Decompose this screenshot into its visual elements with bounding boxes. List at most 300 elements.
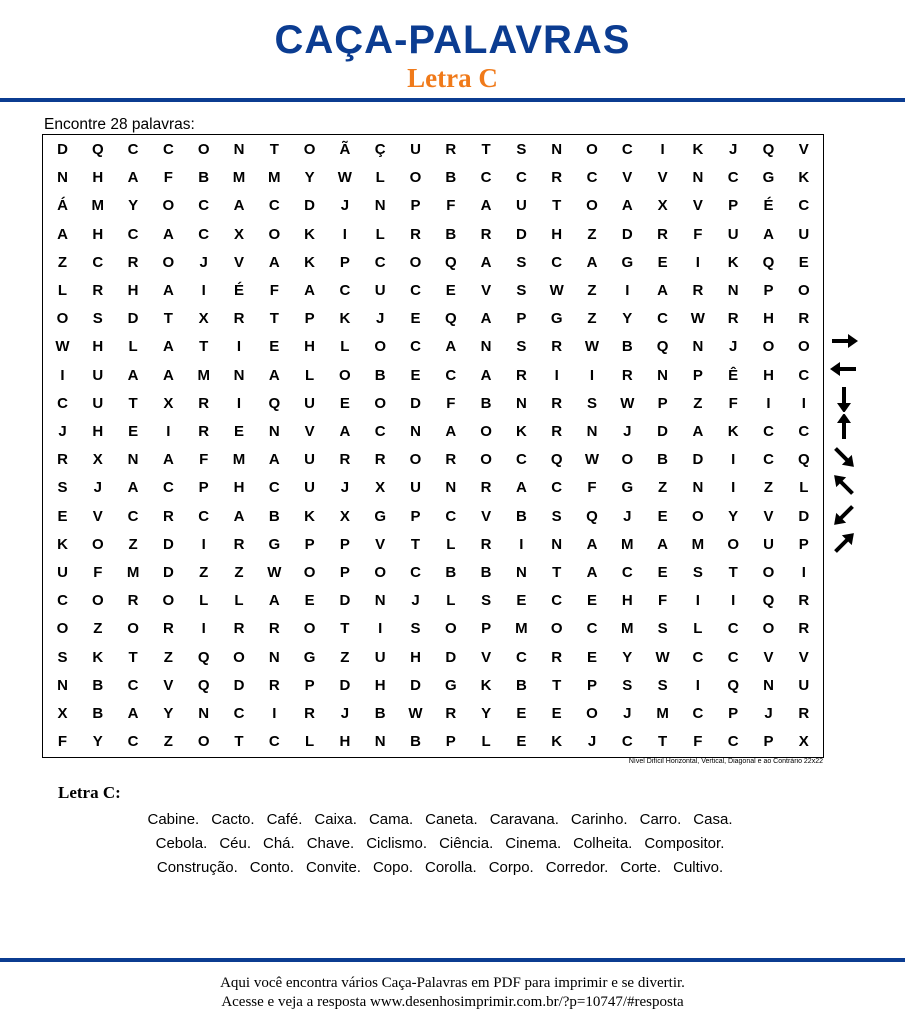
grid-letter[interactable]: E (586, 648, 597, 666)
grid-letter[interactable]: C (551, 592, 563, 610)
grid-letter[interactable]: Q (197, 648, 210, 666)
grid-letter[interactable]: A (586, 253, 598, 271)
grid-letter[interactable]: Q (762, 592, 775, 610)
grid-letter[interactable]: Y (163, 705, 174, 722)
grid-letter[interactable]: L (375, 225, 385, 243)
grid-letter[interactable]: N (374, 197, 386, 215)
grid-letter[interactable]: R (551, 394, 563, 412)
grid-letter[interactable]: S (551, 507, 562, 525)
grid-letter[interactable]: G (621, 253, 634, 271)
grid-letter[interactable]: J (729, 338, 738, 356)
grid-letter[interactable]: C (127, 507, 139, 525)
grid-letter[interactable]: A (162, 451, 174, 469)
grid-letter[interactable]: P (410, 507, 421, 525)
grid-letter[interactable]: I (731, 479, 736, 497)
grid-letter[interactable]: C (162, 141, 174, 158)
grid-letter[interactable]: V (798, 648, 809, 666)
grid-letter[interactable]: K (727, 253, 739, 271)
grid-letter[interactable]: R (268, 676, 280, 694)
grid-letter[interactable]: V (763, 507, 774, 525)
grid-letter[interactable]: D (127, 310, 139, 328)
grid-letter[interactable]: O (374, 394, 387, 412)
grid-letter[interactable]: W (584, 451, 600, 469)
grid-letter[interactable]: X (198, 310, 209, 328)
grid-letter[interactable]: F (728, 394, 738, 412)
grid-letter[interactable]: N (763, 676, 774, 694)
grid-letter[interactable]: U (57, 564, 68, 581)
grid-letter[interactable]: B (374, 366, 386, 384)
grid-letter[interactable]: R (798, 620, 810, 638)
grid-letter[interactable]: L (446, 535, 456, 553)
grid-letter[interactable]: R (445, 451, 457, 469)
grid-letter[interactable]: O (162, 592, 175, 610)
grid-letter[interactable]: A (763, 225, 774, 243)
grid-letter[interactable]: T (552, 676, 562, 694)
grid-letter[interactable]: H (92, 225, 104, 243)
grid-letter[interactable]: R (92, 282, 104, 299)
grid-letter[interactable]: R (798, 310, 810, 328)
grid-letter[interactable]: C (551, 253, 563, 271)
grid-letter[interactable]: O (197, 141, 210, 158)
grid-letter[interactable]: C (410, 564, 421, 581)
grid-letter[interactable]: B (621, 338, 633, 356)
grid-letter[interactable]: C (445, 507, 457, 525)
grid-letter[interactable]: E (516, 705, 527, 722)
grid-letter[interactable]: P (657, 394, 668, 412)
grid-letter[interactable]: G (303, 648, 316, 666)
grid-letter[interactable]: K (515, 423, 527, 440)
grid-letter[interactable]: O (480, 451, 492, 469)
grid-letter[interactable]: I (166, 423, 171, 440)
grid-letter[interactable]: X (163, 394, 174, 412)
grid-letter[interactable]: R (798, 592, 810, 610)
grid-letter[interactable]: C (374, 423, 386, 440)
grid-letter[interactable]: A (621, 197, 633, 215)
grid-letter[interactable]: S (57, 479, 68, 497)
grid-letter[interactable]: T (128, 394, 138, 412)
grid-letter[interactable]: A (339, 423, 351, 440)
grid-letter[interactable]: J (623, 705, 632, 722)
grid-letter[interactable]: Z (128, 535, 138, 553)
grid-letter[interactable]: J (58, 423, 67, 440)
grid-letter[interactable]: I (731, 592, 736, 610)
grid-letter[interactable]: A (162, 366, 174, 384)
grid-letter[interactable]: N (268, 648, 280, 666)
grid-letter[interactable]: L (305, 733, 315, 751)
grid-letter[interactable]: P (339, 564, 350, 581)
grid-letter[interactable]: P (304, 310, 315, 328)
grid-letter[interactable]: U (515, 197, 527, 215)
grid-letter[interactable]: R (480, 535, 492, 553)
grid-letter[interactable]: X (92, 451, 103, 469)
grid-letter[interactable]: I (201, 620, 206, 638)
grid-letter[interactable]: A (268, 253, 280, 271)
grid-letter[interactable]: C (657, 310, 669, 328)
grid-letter[interactable]: C (198, 197, 210, 215)
grid-letter[interactable]: O (762, 564, 775, 581)
grid-letter[interactable]: B (92, 676, 104, 694)
grid-letter[interactable]: U (763, 535, 774, 553)
grid-letter[interactable]: E (57, 507, 68, 525)
grid-letter[interactable]: T (410, 535, 421, 553)
grid-letter[interactable]: V (304, 423, 315, 440)
grid-letter[interactable]: S (692, 564, 703, 581)
grid-letter[interactable]: U (410, 141, 421, 158)
grid-letter[interactable]: E (410, 310, 421, 328)
grid-letter[interactable]: F (587, 479, 597, 497)
grid-letter[interactable]: C (268, 733, 280, 751)
grid-letter[interactable]: Ê (728, 366, 739, 384)
grid-letter[interactable]: N (515, 394, 527, 412)
grid-letter[interactable]: R (480, 479, 492, 497)
grid-letter[interactable]: H (410, 648, 421, 666)
grid-letter[interactable]: O (762, 338, 775, 356)
grid-letter[interactable]: C (727, 169, 739, 187)
grid-letter[interactable]: C (621, 141, 633, 158)
grid-letter[interactable]: C (127, 733, 139, 751)
grid-letter[interactable]: W (620, 394, 635, 412)
grid-letter[interactable]: L (446, 592, 456, 610)
grid-letter[interactable]: D (515, 225, 527, 243)
grid-letter[interactable]: C (515, 451, 527, 469)
grid-letter[interactable]: P (763, 733, 774, 751)
grid-letter[interactable]: C (798, 197, 810, 215)
grid-letter[interactable]: E (339, 394, 350, 412)
grid-letter[interactable]: H (127, 282, 139, 299)
grid-letter[interactable]: Q (762, 141, 775, 158)
grid-letter[interactable]: C (198, 507, 210, 525)
grid-letter[interactable]: R (233, 620, 245, 638)
grid-letter[interactable]: N (586, 423, 598, 440)
grid-letter[interactable]: A (586, 535, 598, 553)
grid-letter[interactable]: O (409, 169, 422, 187)
grid-letter[interactable]: D (233, 676, 245, 694)
grid-letter[interactable]: R (127, 592, 139, 610)
grid-letter[interactable]: D (410, 676, 421, 694)
grid-letter[interactable]: R (198, 423, 210, 440)
grid-letter[interactable]: B (198, 169, 210, 187)
grid-letter[interactable]: N (57, 676, 68, 694)
grid-letter[interactable]: B (480, 394, 492, 412)
grid-letter[interactable]: O (162, 253, 175, 271)
grid-letter[interactable]: Ç (374, 141, 386, 158)
grid-letter[interactable]: I (236, 394, 242, 412)
grid-letter[interactable]: P (339, 253, 350, 271)
grid-letter[interactable]: H (374, 676, 386, 694)
grid-letter[interactable]: H (92, 423, 104, 440)
grid-letter[interactable]: M (268, 169, 281, 187)
grid-letter[interactable]: D (162, 535, 174, 553)
grid-letter[interactable]: Y (622, 310, 633, 328)
grid-letter[interactable]: Y (304, 169, 315, 187)
grid-letter[interactable]: S (657, 676, 668, 694)
grid-letter[interactable]: T (340, 620, 350, 638)
grid-letter[interactable]: Y (728, 507, 739, 525)
grid-letter[interactable]: R (727, 310, 739, 328)
grid-letter[interactable]: E (516, 733, 527, 751)
grid-letter[interactable]: K (92, 648, 104, 666)
grid-letter[interactable]: R (551, 338, 563, 356)
grid-letter[interactable]: F (446, 197, 456, 215)
grid-letter[interactable]: Y (128, 197, 139, 215)
grid-letter[interactable]: G (762, 169, 775, 187)
grid-letter[interactable]: R (268, 620, 280, 638)
grid-letter[interactable]: Q (550, 451, 563, 469)
grid-letter[interactable]: A (480, 197, 492, 215)
grid-letter[interactable]: R (551, 169, 563, 187)
grid-letter[interactable]: O (727, 535, 740, 553)
grid-letter[interactable]: H (551, 225, 563, 243)
grid-letter[interactable]: Q (586, 507, 598, 525)
grid-letter[interactable]: N (233, 366, 245, 384)
grid-letter[interactable]: N (127, 451, 139, 469)
grid-letter[interactable]: C (798, 366, 810, 384)
grid-letter[interactable]: V (763, 648, 774, 666)
grid-letter[interactable]: A (162, 282, 174, 299)
grid-letter[interactable]: V (92, 507, 103, 525)
grid-letter[interactable]: C (57, 592, 68, 610)
grid-letter[interactable]: R (621, 366, 633, 384)
grid-letter[interactable]: B (92, 705, 104, 722)
grid-letter[interactable]: J (729, 141, 738, 158)
grid-letter[interactable]: T (269, 310, 279, 328)
grid-letter[interactable]: A (127, 479, 139, 497)
grid-letter[interactable]: D (304, 197, 316, 215)
grid-letter[interactable]: J (93, 479, 102, 497)
grid-letter[interactable]: Q (91, 141, 104, 158)
grid-letter[interactable]: V (692, 197, 703, 215)
grid-letter[interactable]: S (516, 282, 527, 299)
grid-letter[interactable]: O (621, 451, 634, 469)
grid-letter[interactable]: Y (622, 648, 633, 666)
grid-letter[interactable]: O (586, 705, 598, 722)
grid-letter[interactable]: L (128, 338, 138, 356)
grid-letter[interactable]: F (658, 592, 668, 610)
grid-letter[interactable]: E (586, 592, 597, 610)
grid-letter[interactable]: V (481, 282, 492, 299)
grid-letter[interactable]: I (201, 282, 206, 299)
grid-letter[interactable]: K (304, 225, 316, 243)
grid-letter[interactable]: H (92, 169, 104, 187)
grid-letter[interactable]: N (374, 733, 386, 751)
grid-letter[interactable]: W (655, 648, 670, 666)
grid-letter[interactable]: B (445, 169, 457, 187)
grid-letter[interactable]: I (589, 366, 595, 384)
grid-letter[interactable]: P (445, 733, 456, 751)
grid-letter[interactable]: D (339, 676, 351, 694)
grid-letter[interactable]: I (554, 366, 559, 384)
grid-letter[interactable]: J (764, 705, 773, 722)
grid-letter[interactable]: H (92, 338, 104, 356)
grid-letter[interactable]: Q (268, 394, 281, 412)
grid-letter[interactable]: I (519, 535, 524, 553)
grid-letter[interactable]: G (621, 479, 634, 497)
grid-letter[interactable]: R (57, 451, 68, 469)
grid-letter[interactable]: B (374, 705, 386, 722)
grid-letter[interactable]: E (410, 366, 421, 384)
grid-letter[interactable]: D (798, 507, 810, 525)
grid-letter[interactable]: C (727, 648, 739, 666)
grid-letter[interactable]: Z (340, 648, 350, 666)
grid-letter[interactable]: E (233, 423, 244, 440)
grid-letter[interactable]: O (797, 282, 810, 299)
grid-letter[interactable]: É (763, 197, 774, 215)
grid-letter[interactable]: L (693, 620, 703, 638)
grid-letter[interactable]: R (692, 282, 704, 299)
grid-letter[interactable]: K (727, 423, 739, 440)
grid-letter[interactable]: N (57, 169, 68, 187)
grid-letter[interactable]: C (798, 423, 810, 440)
grid-letter[interactable]: N (692, 169, 704, 187)
grid-letter[interactable]: Z (587, 282, 597, 299)
grid-letter[interactable]: T (481, 141, 491, 158)
grid-letter[interactable]: Z (587, 225, 597, 243)
grid-letter[interactable]: L (57, 282, 68, 299)
grid-letter[interactable]: B (657, 451, 669, 469)
grid-letter[interactable]: T (234, 733, 244, 751)
grid-letter[interactable]: E (516, 592, 527, 610)
grid-letter[interactable]: G (268, 535, 281, 553)
grid-letter[interactable]: J (623, 423, 632, 440)
grid-letter[interactable]: G (444, 676, 457, 694)
grid-letter[interactable]: C (621, 564, 633, 581)
grid-letter[interactable]: A (515, 479, 527, 497)
grid-letter[interactable]: R (162, 620, 174, 638)
grid-letter[interactable]: W (549, 282, 564, 299)
grid-letter[interactable]: A (127, 705, 139, 722)
grid-letter[interactable]: P (516, 310, 527, 328)
grid-letter[interactable]: Z (658, 479, 668, 497)
grid-letter[interactable]: L (340, 338, 350, 356)
grid-letter[interactable]: O (444, 620, 457, 638)
grid-letter[interactable]: R (127, 253, 139, 271)
grid-letter[interactable]: V (163, 676, 174, 694)
grid-letter[interactable]: B (410, 733, 421, 751)
grid-letter[interactable]: M (621, 535, 634, 553)
grid-letter[interactable]: L (481, 733, 491, 751)
grid-letter[interactable]: D (621, 225, 633, 243)
grid-letter[interactable]: K (551, 733, 563, 751)
grid-letter[interactable]: P (728, 705, 739, 722)
grid-letter[interactable]: D (692, 451, 704, 469)
grid-letter[interactable]: A (162, 338, 174, 356)
grid-letter[interactable]: D (410, 394, 421, 412)
grid-letter[interactable]: Z (763, 479, 774, 497)
grid-letter[interactable]: Q (762, 253, 775, 271)
grid-letter[interactable]: D (657, 423, 669, 440)
grid-letter[interactable]: O (586, 141, 598, 158)
grid-letter[interactable]: E (445, 282, 456, 299)
grid-letter[interactable]: E (304, 592, 315, 610)
grid-letter[interactable]: S (481, 592, 492, 610)
grid-letter[interactable]: N (515, 564, 527, 581)
grid-letter[interactable]: J (587, 733, 597, 751)
grid-letter[interactable]: E (657, 253, 668, 271)
grid-letter[interactable]: C (621, 733, 633, 751)
grid-letter[interactable]: A (268, 592, 280, 610)
grid-letter[interactable]: A (233, 197, 245, 215)
grid-letter[interactable]: M (126, 564, 140, 581)
grid-letter[interactable]: I (801, 564, 806, 581)
grid-letter[interactable]: U (374, 648, 386, 666)
grid-letter[interactable]: X (798, 733, 809, 751)
grid-letter[interactable]: C (727, 733, 739, 751)
grid-letter[interactable]: F (269, 282, 279, 299)
grid-letter[interactable]: F (199, 451, 209, 469)
grid-letter[interactable]: W (690, 310, 705, 328)
grid-letter[interactable]: E (128, 423, 139, 440)
grid-letter[interactable]: O (374, 564, 387, 581)
grid-letter[interactable]: Y (481, 705, 492, 722)
grid-letter[interactable]: X (657, 197, 668, 215)
grid-letter[interactable]: Q (656, 338, 669, 356)
grid-letter[interactable]: K (798, 169, 810, 187)
grid-letter[interactable]: O (586, 197, 598, 215)
grid-letter[interactable]: V (375, 535, 386, 553)
grid-letter[interactable]: L (799, 479, 809, 497)
grid-letter[interactable]: T (163, 310, 173, 328)
grid-letter[interactable]: R (657, 225, 669, 243)
grid-letter[interactable]: E (657, 564, 668, 581)
grid-letter[interactable]: S (57, 648, 68, 666)
grid-letter[interactable]: T (128, 648, 138, 666)
grid-letter[interactable]: O (480, 423, 492, 440)
grid-letter[interactable]: O (797, 338, 810, 356)
grid-letter[interactable]: W (584, 338, 600, 356)
grid-letter[interactable]: N (445, 479, 457, 497)
grid-letter[interactable]: A (480, 366, 492, 384)
grid-letter[interactable]: R (551, 648, 563, 666)
grid-letter[interactable]: N (480, 338, 492, 356)
grid-letter[interactable]: Z (163, 733, 173, 751)
grid-letter[interactable]: N (692, 338, 704, 356)
grid-letter[interactable]: I (378, 620, 383, 638)
grid-letter[interactable]: S (92, 310, 103, 328)
grid-letter[interactable]: Q (444, 253, 457, 271)
grid-letter[interactable]: S (516, 338, 527, 356)
grid-letter[interactable]: W (337, 169, 352, 187)
grid-letter[interactable]: R (480, 225, 492, 243)
grid-letter[interactable]: O (303, 141, 316, 158)
grid-letter[interactable]: K (692, 141, 704, 158)
grid-letter[interactable]: A (445, 423, 457, 440)
grid-letter[interactable]: T (658, 733, 668, 751)
grid-letter[interactable]: V (798, 141, 809, 158)
grid-letter[interactable]: D (162, 564, 174, 581)
grid-letter[interactable]: U (798, 225, 810, 243)
grid-letter[interactable]: C (374, 253, 386, 271)
grid-letter[interactable]: C (480, 169, 492, 187)
grid-letter[interactable]: F (93, 564, 103, 581)
grid-letter[interactable]: L (234, 592, 244, 610)
grid-letter[interactable]: H (339, 733, 351, 751)
grid-letter[interactable]: Z (199, 564, 209, 581)
grid-letter[interactable]: J (623, 507, 632, 525)
grid-letter[interactable]: F (163, 169, 173, 187)
grid-letter[interactable]: Á (57, 197, 68, 215)
grid-letter[interactable]: K (339, 310, 351, 328)
grid-letter[interactable]: O (303, 620, 316, 638)
grid-letter[interactable]: A (304, 282, 316, 299)
grid-letter[interactable]: M (232, 451, 246, 469)
grid-letter[interactable]: O (550, 620, 563, 638)
grid-letter[interactable]: P (763, 282, 774, 299)
grid-letter[interactable]: P (410, 197, 421, 215)
grid-letter[interactable]: A (162, 225, 174, 243)
grid-letter[interactable]: H (304, 338, 316, 356)
grid-letter[interactable]: O (268, 225, 281, 243)
grid-letter[interactable]: G (550, 310, 563, 328)
